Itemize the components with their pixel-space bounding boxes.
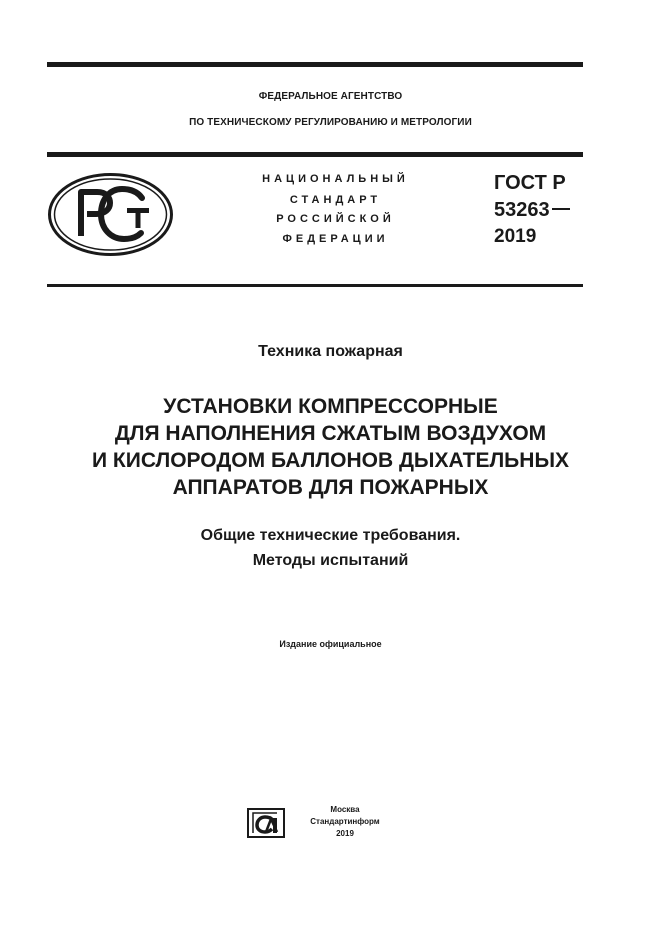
gost-rst-emblem-icon [47,172,174,257]
standard-code: ГОСТ Р [494,172,566,194]
agency-name-line-1: ФЕДЕРАЛЬНОЕ АГЕНТСТВО [258,91,403,102]
document-title-line-3: И КИСЛОРОДОМ БАЛЛОНОВ ДЫХАТЕЛЬНЫХ [91,449,570,472]
standard-number: 53263 [494,199,550,221]
standard-type-line-1: НАЦИОНАЛЬНЫЙ [262,173,409,185]
document-title-line-2: ДЛЯ НАПОЛНЕНИЯ СЖАТЫМ ВОЗДУХОМ [114,422,547,445]
standard-year: 2019 [494,226,537,247]
document-category: Техника пожарная [258,343,403,360]
designation-divider [47,284,583,287]
number-dash [552,208,570,210]
top-divider [47,62,583,67]
publication-year: 2019 [336,829,354,838]
standartinform-logo-icon [247,808,285,838]
publisher-city: Москва [330,805,360,814]
standard-number-line [494,200,570,220]
publisher-name: Стандартинформ [310,817,380,826]
header-divider [47,152,583,157]
document-subtitle-line-1: Общие технические требования. [200,527,461,544]
standard-type-line-3: РОССИЙСКОЙ [276,213,395,225]
standard-type-line-2: СТАНДАРТ [289,194,382,206]
document-title-line-4: АППАРАТОВ ДЛЯ ПОЖАРНЫХ [172,476,489,499]
standard-type-line-4: ФЕДЕРАЦИИ [282,233,389,245]
edition-note: Издание официальное [279,639,382,649]
document-title-line-1: УСТАНОВКИ КОМПРЕССОРНЫЕ [163,395,498,418]
agency-name-line-2: ПО ТЕХНИЧЕСКОМУ РЕГУЛИРОВАНИЮ И МЕТРОЛОГИИ [189,117,472,128]
document-subtitle-line-2: Методы испытаний [252,552,409,569]
